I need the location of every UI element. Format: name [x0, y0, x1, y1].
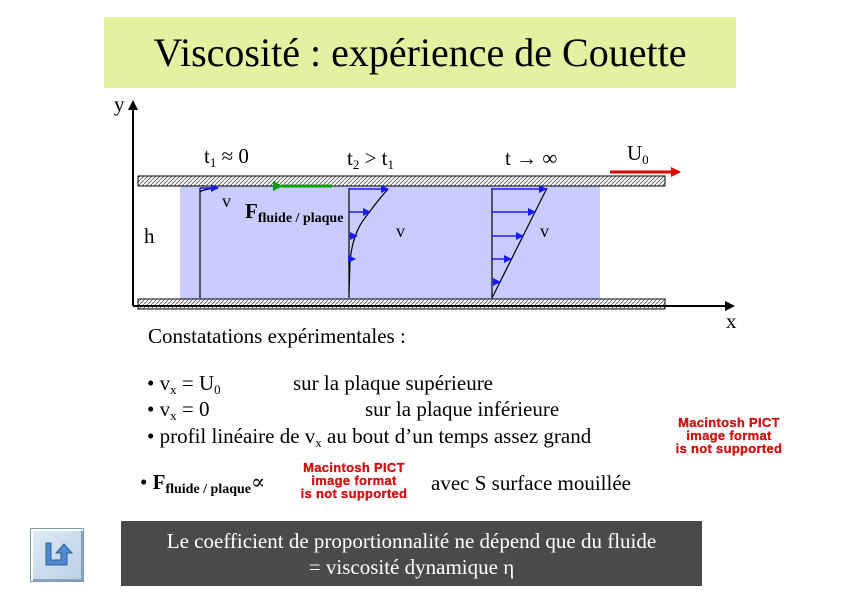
velocity-label-steady: v [540, 221, 549, 241]
lower-plate [138, 299, 665, 309]
y-axis-label: y [114, 92, 125, 116]
velocity-label-t2: v [396, 221, 405, 241]
conclusion-line-2: = viscosité dynamique η [308, 554, 515, 579]
stage-label-t2: $t_2 > t_1$ [347, 146, 395, 172]
return-arrow-icon [31, 529, 83, 581]
bullet-lower-plate-note: sur la plaque inférieure [365, 397, 560, 421]
plate-velocity-label: $U_0$ [627, 141, 649, 167]
force-label: Ffluide / plaque [245, 199, 344, 226]
stage-label-steady: t → ∞ [505, 146, 558, 170]
force-bullet: • Ffluide / plaque∝ [140, 470, 266, 497]
missing-formula-placeholder: Macintosh PICT image format is not supported [300, 460, 408, 501]
conclusion-box [121, 521, 702, 586]
upper-plate [138, 176, 665, 186]
page-title-text: Viscosité : expérience de Couette [153, 30, 687, 75]
bullet-upper-plate: • $v_x = U_0$ [147, 371, 221, 397]
observations-heading: Constatations expérimentales : [148, 324, 406, 348]
force-bullet-note: avec S surface mouillée [431, 471, 631, 495]
bullet-lower-plate: • $v_x = 0$ [147, 397, 210, 423]
x-axis-label: x [726, 309, 737, 333]
stage-label-t1: $t_1 \approx 0$ [204, 144, 249, 170]
height-label: h [144, 224, 155, 248]
return-button[interactable] [30, 528, 84, 582]
conclusion-line-1: Le coefficient de proportionnalité ne dépend que du fluide [166, 528, 657, 553]
velocity-label-t1: v [222, 191, 231, 211]
missing-image-placeholder: Macintosh PICT image format is not supported [675, 415, 783, 456]
bullet-linear-profile: • profil linéaire de $v_x$ au bout d’un temps assez grand [147, 424, 592, 450]
bullet-upper-plate-note: sur la plaque supérieure [293, 371, 494, 395]
fluid-region [180, 186, 600, 299]
